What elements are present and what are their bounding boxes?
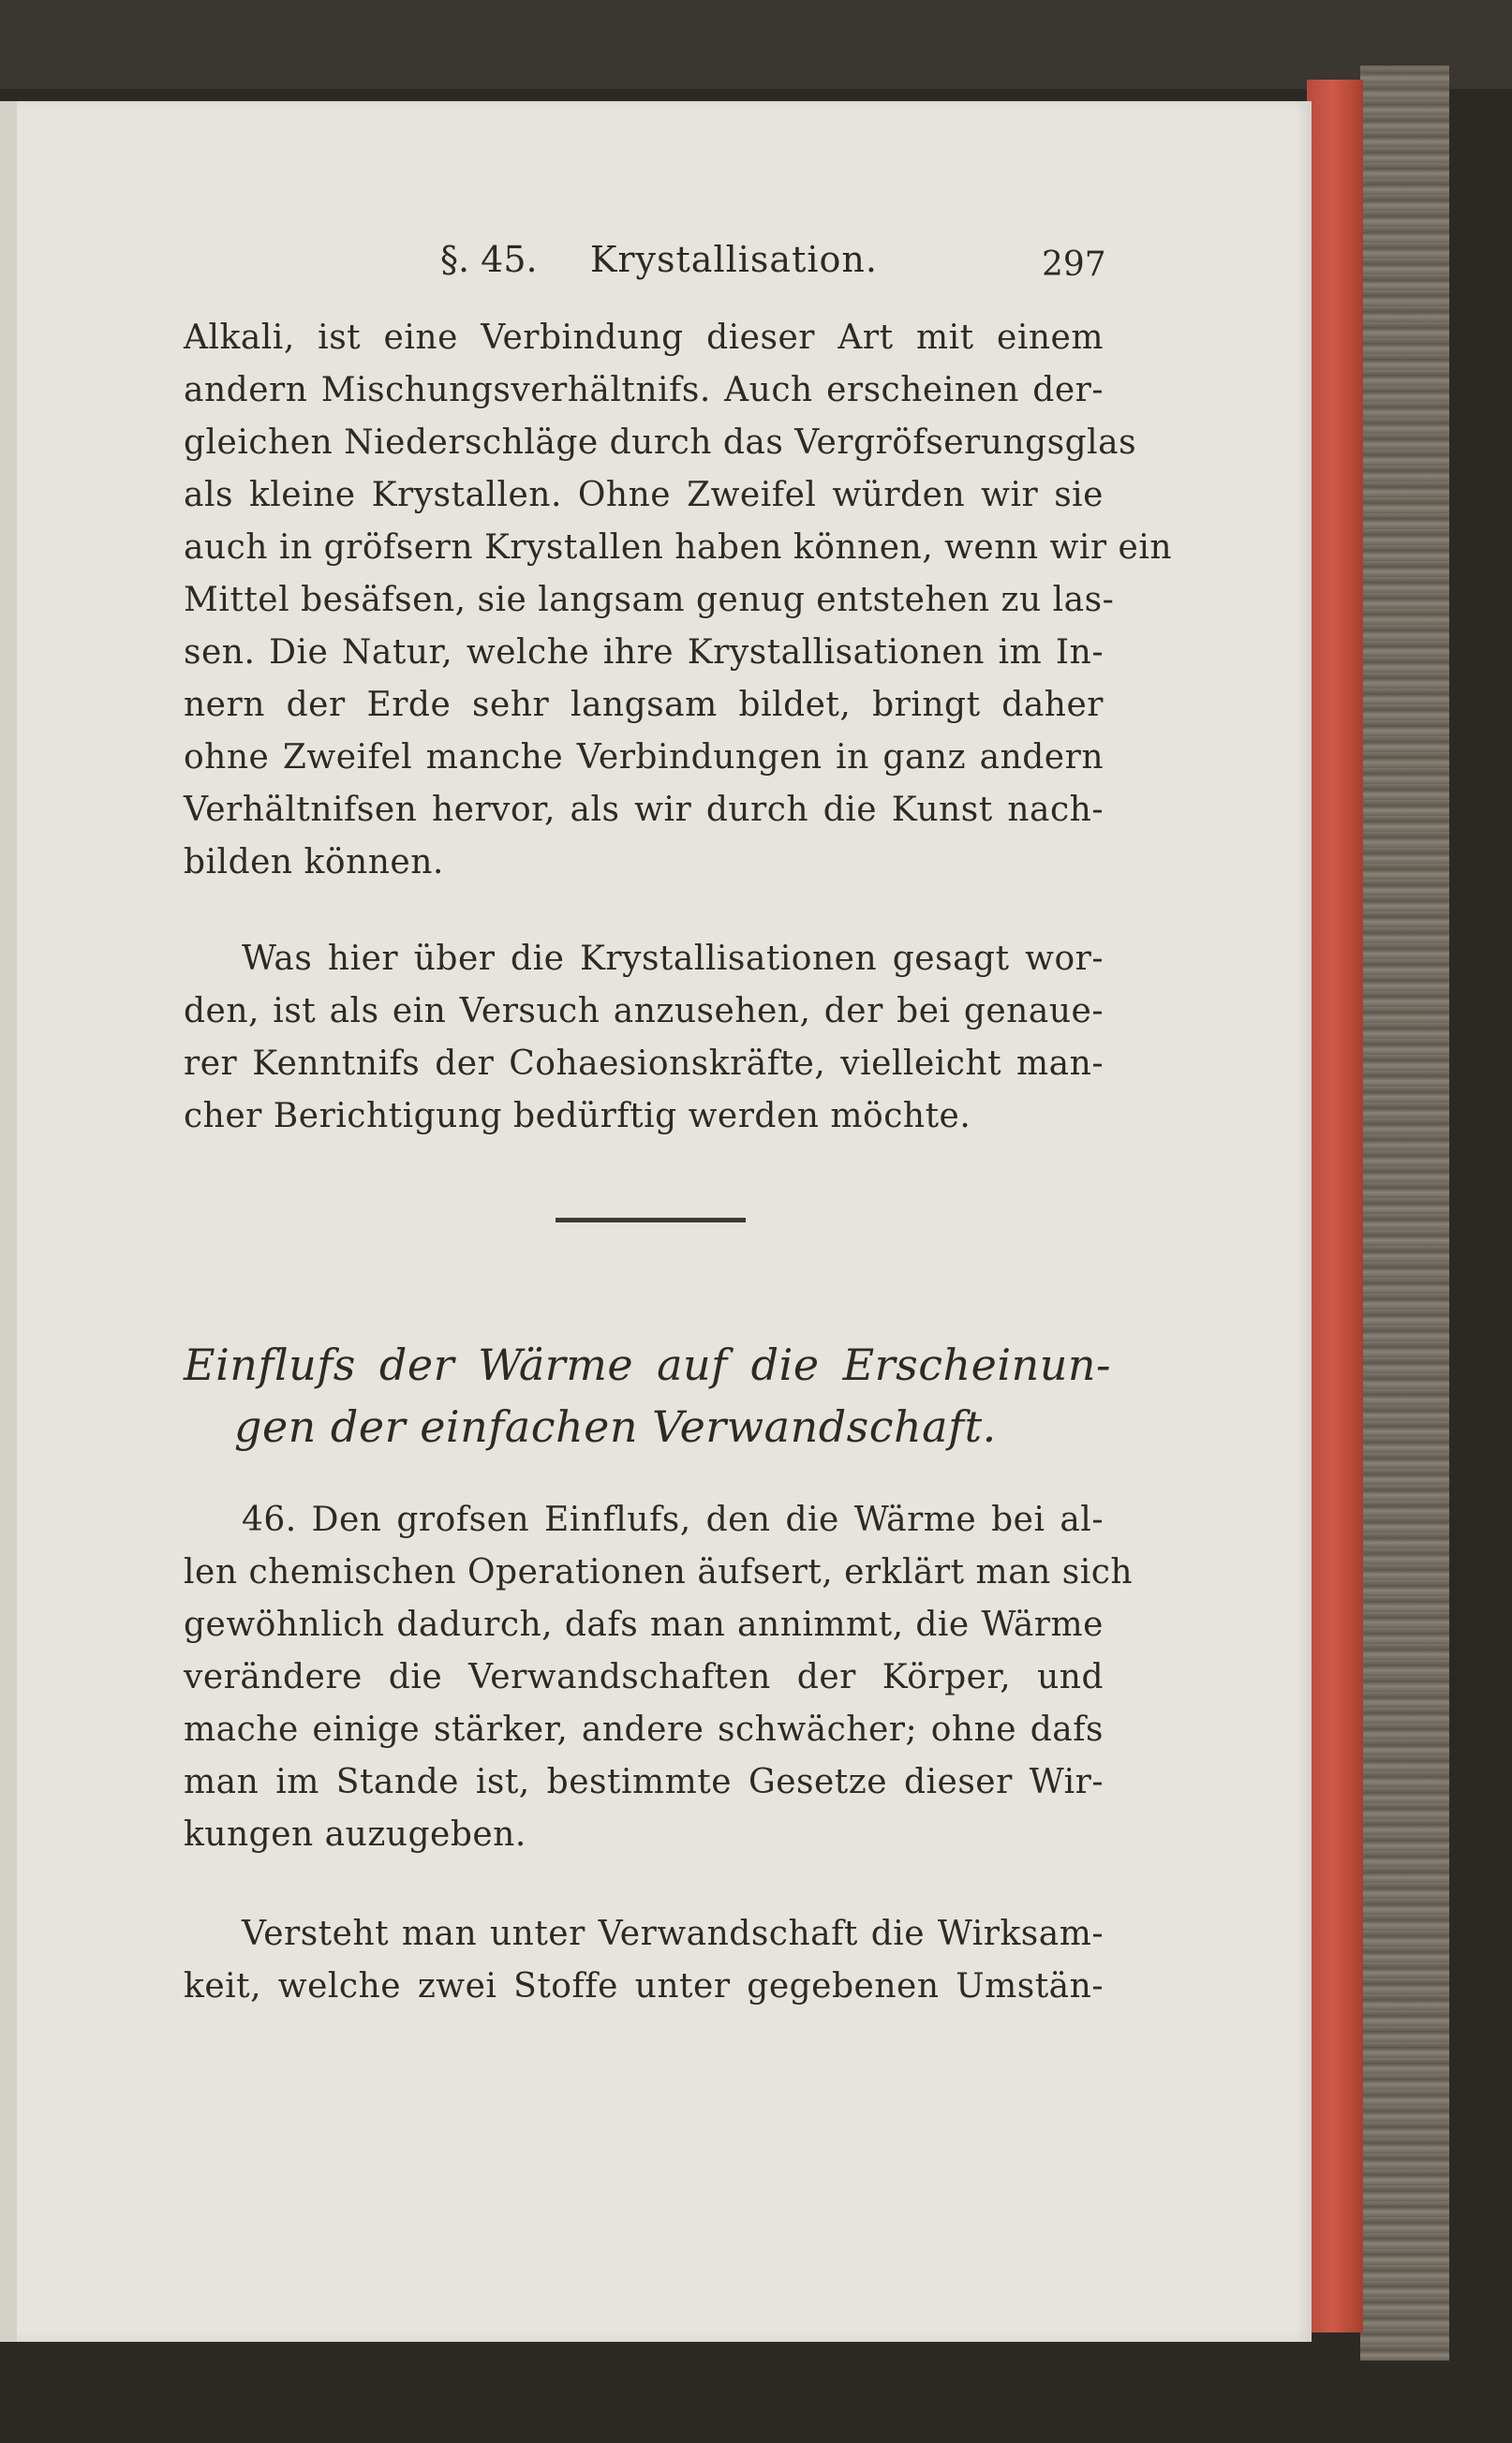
section-heading: Einflufs der Wärme auf die Erscheinun-: [184, 1340, 1111, 1390]
book-spine: [1360, 66, 1449, 2361]
text-line: Alkali, ist eine Verbindung dieser Art mit einem: [184, 318, 1104, 357]
text-line: Verhältnifsen hervor, als wir durch die Kunst nach-: [184, 791, 1104, 829]
page-gutter-shade: [0, 101, 17, 2342]
text-line: man im Stande ist, bestimmte Gesetze dieser Wir-: [184, 1763, 1104, 1801]
text-line: bilden können.: [184, 843, 444, 881]
text-line: als kleine Krystallen. Ohne Zweifel würden wir sie: [184, 476, 1104, 514]
red-page-edge: [1307, 80, 1363, 2332]
running-header-title: Krystallisation.: [590, 239, 878, 280]
section-divider-rule: [556, 1218, 746, 1222]
page-number: 297: [1042, 245, 1106, 284]
text-line: kungen auzugeben.: [184, 1815, 526, 1854]
text-line: den, ist als ein Versuch anzusehen, der bei genaue-: [184, 992, 1104, 1030]
text-line: gleichen Niederschläge durch das Vergröfserungsglas: [184, 423, 1137, 462]
running-header-section: §. 45.: [440, 239, 538, 280]
text-line: ohne Zweifel manche Verbindungen in ganz andern: [184, 738, 1104, 777]
text-line: len chemischen Operationen äufsert, erklärt man sich: [184, 1553, 1134, 1592]
text-line: keit, welche zwei Stoffe unter gegebenen Umstän-: [184, 1967, 1104, 2006]
text-line: nern der Erde sehr langsam bildet, bringt daher: [184, 686, 1104, 724]
text-line: cher Berichtigung bedürftig werden möchte.: [184, 1097, 971, 1135]
text-line: Mittel besäfsen, sie langsam genug entstehen zu las-: [184, 581, 1115, 619]
text-line: gewöhnlich dadurch, dafs man annimmt, die Wärme: [184, 1606, 1104, 1644]
text-line: andern Mischungsverhältnifs. Auch erscheinen der-: [184, 371, 1104, 409]
text-line: sen. Die Natur, welche ihre Krystallisationen im In-: [184, 633, 1104, 672]
section-heading: gen der einfachen Verwandschaft.: [234, 1401, 997, 1452]
text-line: Was hier über die Krystallisationen gesagt wor-: [242, 940, 1104, 978]
text-line: verändere die Verwandschaften der Körper, und: [184, 1658, 1104, 1696]
text-line: rer Kenntnifs der Cohaesionskräfte, vielleicht man-: [184, 1044, 1104, 1083]
text-line: auch in gröfsern Krystallen haben können, wenn wir ein: [184, 528, 1173, 567]
book-top-edge: [0, 0, 1512, 89]
text-line: mache einige stärker, andere schwächer; ohne dafs: [184, 1710, 1104, 1749]
text-line: Versteht man unter Verwandschaft die Wirksam-: [242, 1915, 1104, 1953]
text-line: 46. Den grofsen Einflufs, den die Wärme bei al-: [242, 1501, 1104, 1539]
